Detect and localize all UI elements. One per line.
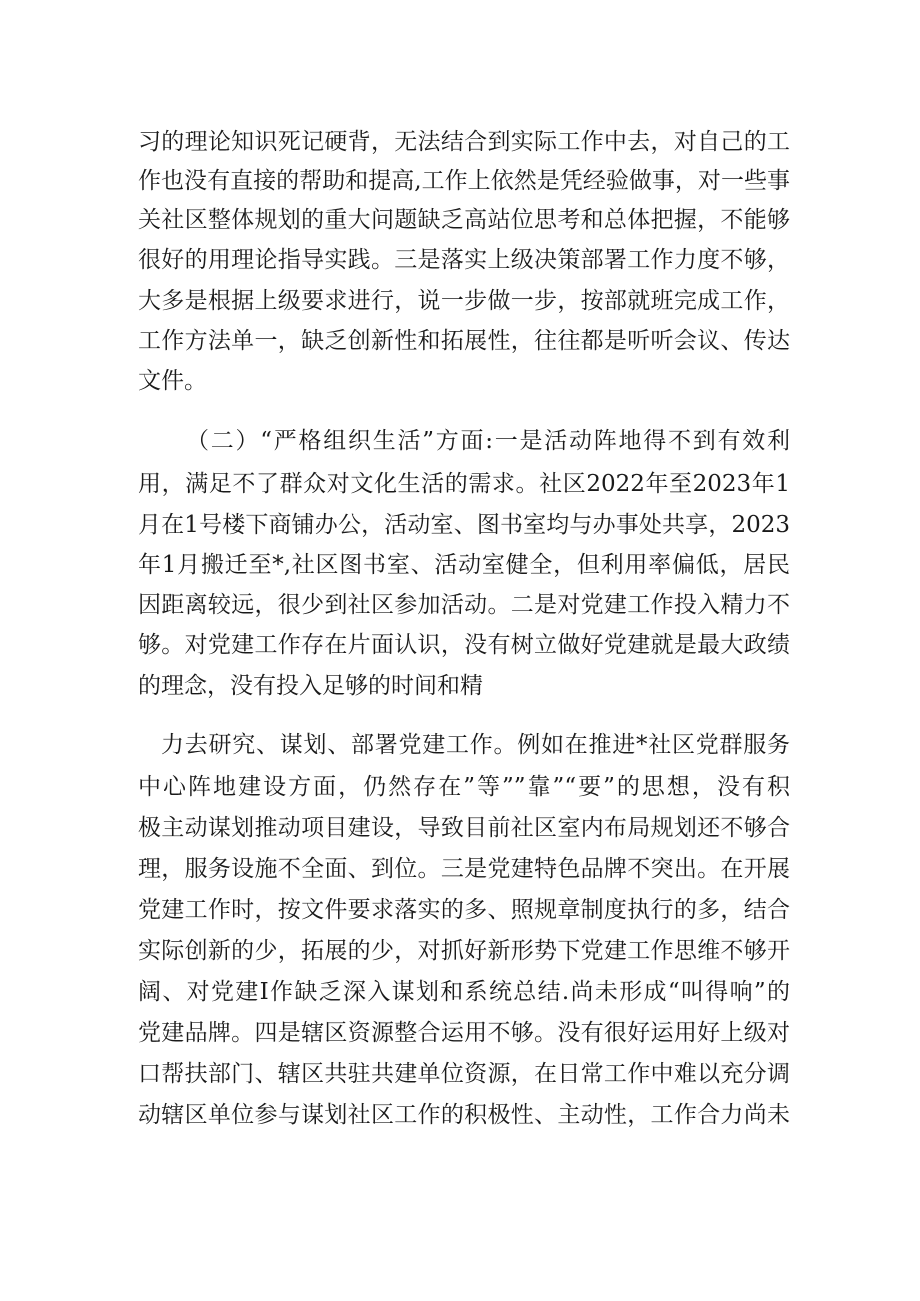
text-line: 阔、对党建I作缺乏深入谋划和系统总结.尚未形成“叫得响”的 <box>138 979 790 1005</box>
text-line: 中心阵地建设方面，仍然存在”等””靠”“要”的思想，没有积 <box>138 774 790 800</box>
text-line: （二）“严格组织生活”方面:一是活动阵地得不到有效利 <box>186 428 790 454</box>
text-line: 的理念，没有投入足够的时间和精 <box>138 673 483 699</box>
text-line: 月在1号楼下商铺办公，活动室、图书室均与办事处共享，2023 <box>138 512 790 538</box>
text-line: 极主动谋划推动项目建设，导致目前社区室内布局规划还不够合 <box>138 815 790 841</box>
text-line: 党建工作时，按文件要求落实的多、照规章制度执行的多，结合 <box>138 897 790 923</box>
text-line: 用，满足不了群众对文化生活的需求。社区2022年至2023年1 <box>138 471 790 497</box>
text-line: 理，服务设施不全面、到位。三是党建特色品牌不突出。在开展 <box>138 856 790 882</box>
text-line: 力去研究、谋划、部署党建工作。例如在推进*社区党群服务 <box>161 732 790 758</box>
text-line: 口帮扶部门、辖区共驻共建单位资源，在日常工作中难以充分调 <box>138 1061 790 1087</box>
text-line: 大多是根据上级要求进行，说一步做一步，按部就班完成工作， <box>138 288 790 314</box>
text-line: 关社区整体规划的重大问题缺乏高站位思考和总体把握，不能够 <box>138 207 790 233</box>
text-line: 因距离较远，很少到社区参加活动。二是对党建工作投入精力不 <box>138 592 790 618</box>
text-line: 动辖区单位参与谋划社区工作的积极性、主动性，工作合力尚未 <box>138 1102 790 1128</box>
text-line: 很好的用理论指导实践。三是落实上级决策部署工作力度不够， <box>138 247 790 273</box>
text-line: 党建品牌。四是辖区资源整合运用不够。没有很好运用好上级对 <box>138 1020 790 1046</box>
text-line: 作也没有直接的帮助和提高,工作上依然是凭经验做事，对一些事 <box>138 168 790 194</box>
text-line: 习的理论知识死记硬背，无法结合到实际工作中去，对自己的工 <box>138 129 790 155</box>
text-line: 实际创新的少，拓展的少，对抓好新形势下党建工作思维不够开 <box>138 938 790 964</box>
text-line: 文件。 <box>138 368 207 394</box>
text-line: 工作方法单一，缺乏创新性和拓展性，往往都是听听会议、传达 <box>138 328 790 354</box>
text-line: 年1月搬迁至*,社区图书室、活动室健全，但利用率偏低，居民 <box>138 552 790 578</box>
text-line: 够。对党建工作存在片面认识，没有树立做好党建就是最大政绩 <box>138 632 790 658</box>
